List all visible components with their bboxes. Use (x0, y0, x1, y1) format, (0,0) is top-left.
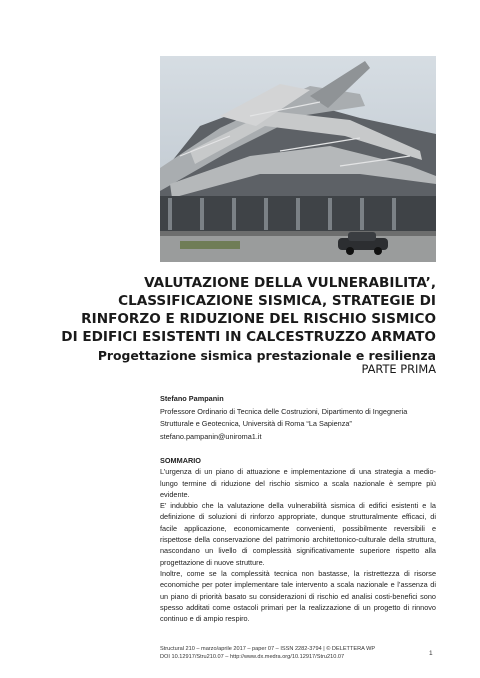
cover-photo (160, 56, 436, 262)
title-line: VALUTAZIONE DELLA VULNERABILITA’, (144, 275, 436, 291)
author-name: Stefano Pampanin (160, 394, 224, 403)
author-affiliation: Professore Ordinario di Tecnica delle Costruzioni, Dipartimento di Ingegneria (160, 406, 408, 416)
author-email: stefano.pampanin@uniroma1.it (160, 431, 262, 441)
summary-paragraph: Inoltre, come se la complessità tecnica non bastasse, la ristrettezza di risorse economiche per poter implementare tale intervento a scala nazionale e l’assenza di un piano di priorità basato su considerazioni di rischio ed analisi costi-benefici sono spesso additati come ostacoli primari per la realizzazione di un progetto di rinnovo continuo e di ampio respiro. (160, 568, 436, 624)
summary-section (160, 455, 436, 624)
collapsed-building-image (160, 56, 436, 262)
title-line: CLASSIFICAZIONE SISMICA, STRATEGIE DI (118, 293, 436, 309)
summary-heading: SOMMARIO (160, 456, 201, 465)
part-label: PARTE PRIMA (361, 362, 436, 376)
paper-subtitle: Progettazione sismica prestazionale e resilienza (97, 348, 436, 363)
page-footer (160, 646, 436, 661)
title-line: RINFORZO E RIDUZIONE DEL RISCHIO SISMICO (81, 311, 436, 327)
footer-doi: DOI 10.12917/Stru210.07 – http://www.dx.medra.org/10.12917/Stru210.07 (160, 653, 345, 660)
summary-paragraph: E’ indubbio che la valutazione della vulnerabilità sismica di edifici esistenti e la definizione di soluzioni di rinforzo appropriate, dunque strutturalmente efficaci, di facile applicazione, economicamente convenienti, possibilmente reversibili e rispettose della conservazione del patrimonio architettonico-culturale della struttura, nascondano un livello di complessità significativamente superiore rispetto alla progettazione di nuove strutture. (160, 501, 436, 567)
paper-title (40, 274, 436, 346)
footer-citation: Structural 210 – marzo/aprile 2017 – paper 07 – ISSN 2282-3794 | © DELETTERA WP (160, 646, 376, 652)
author-affiliation: Strutturale e Geotecnica, Università di Roma “La Sapienza” (160, 419, 352, 428)
page-number: 1 (429, 650, 433, 657)
summary-paragraph: L’urgenza di un piano di attuazione e implementazione di una strategia a medio-lungo termine di riduzione del rischio sismico a scala nazionale è sempre più evidente. (160, 467, 436, 499)
title-line: DI EDIFICI ESISTENTI IN CALCESTRUZZO ARMATO (61, 329, 436, 345)
author-block (160, 393, 436, 443)
